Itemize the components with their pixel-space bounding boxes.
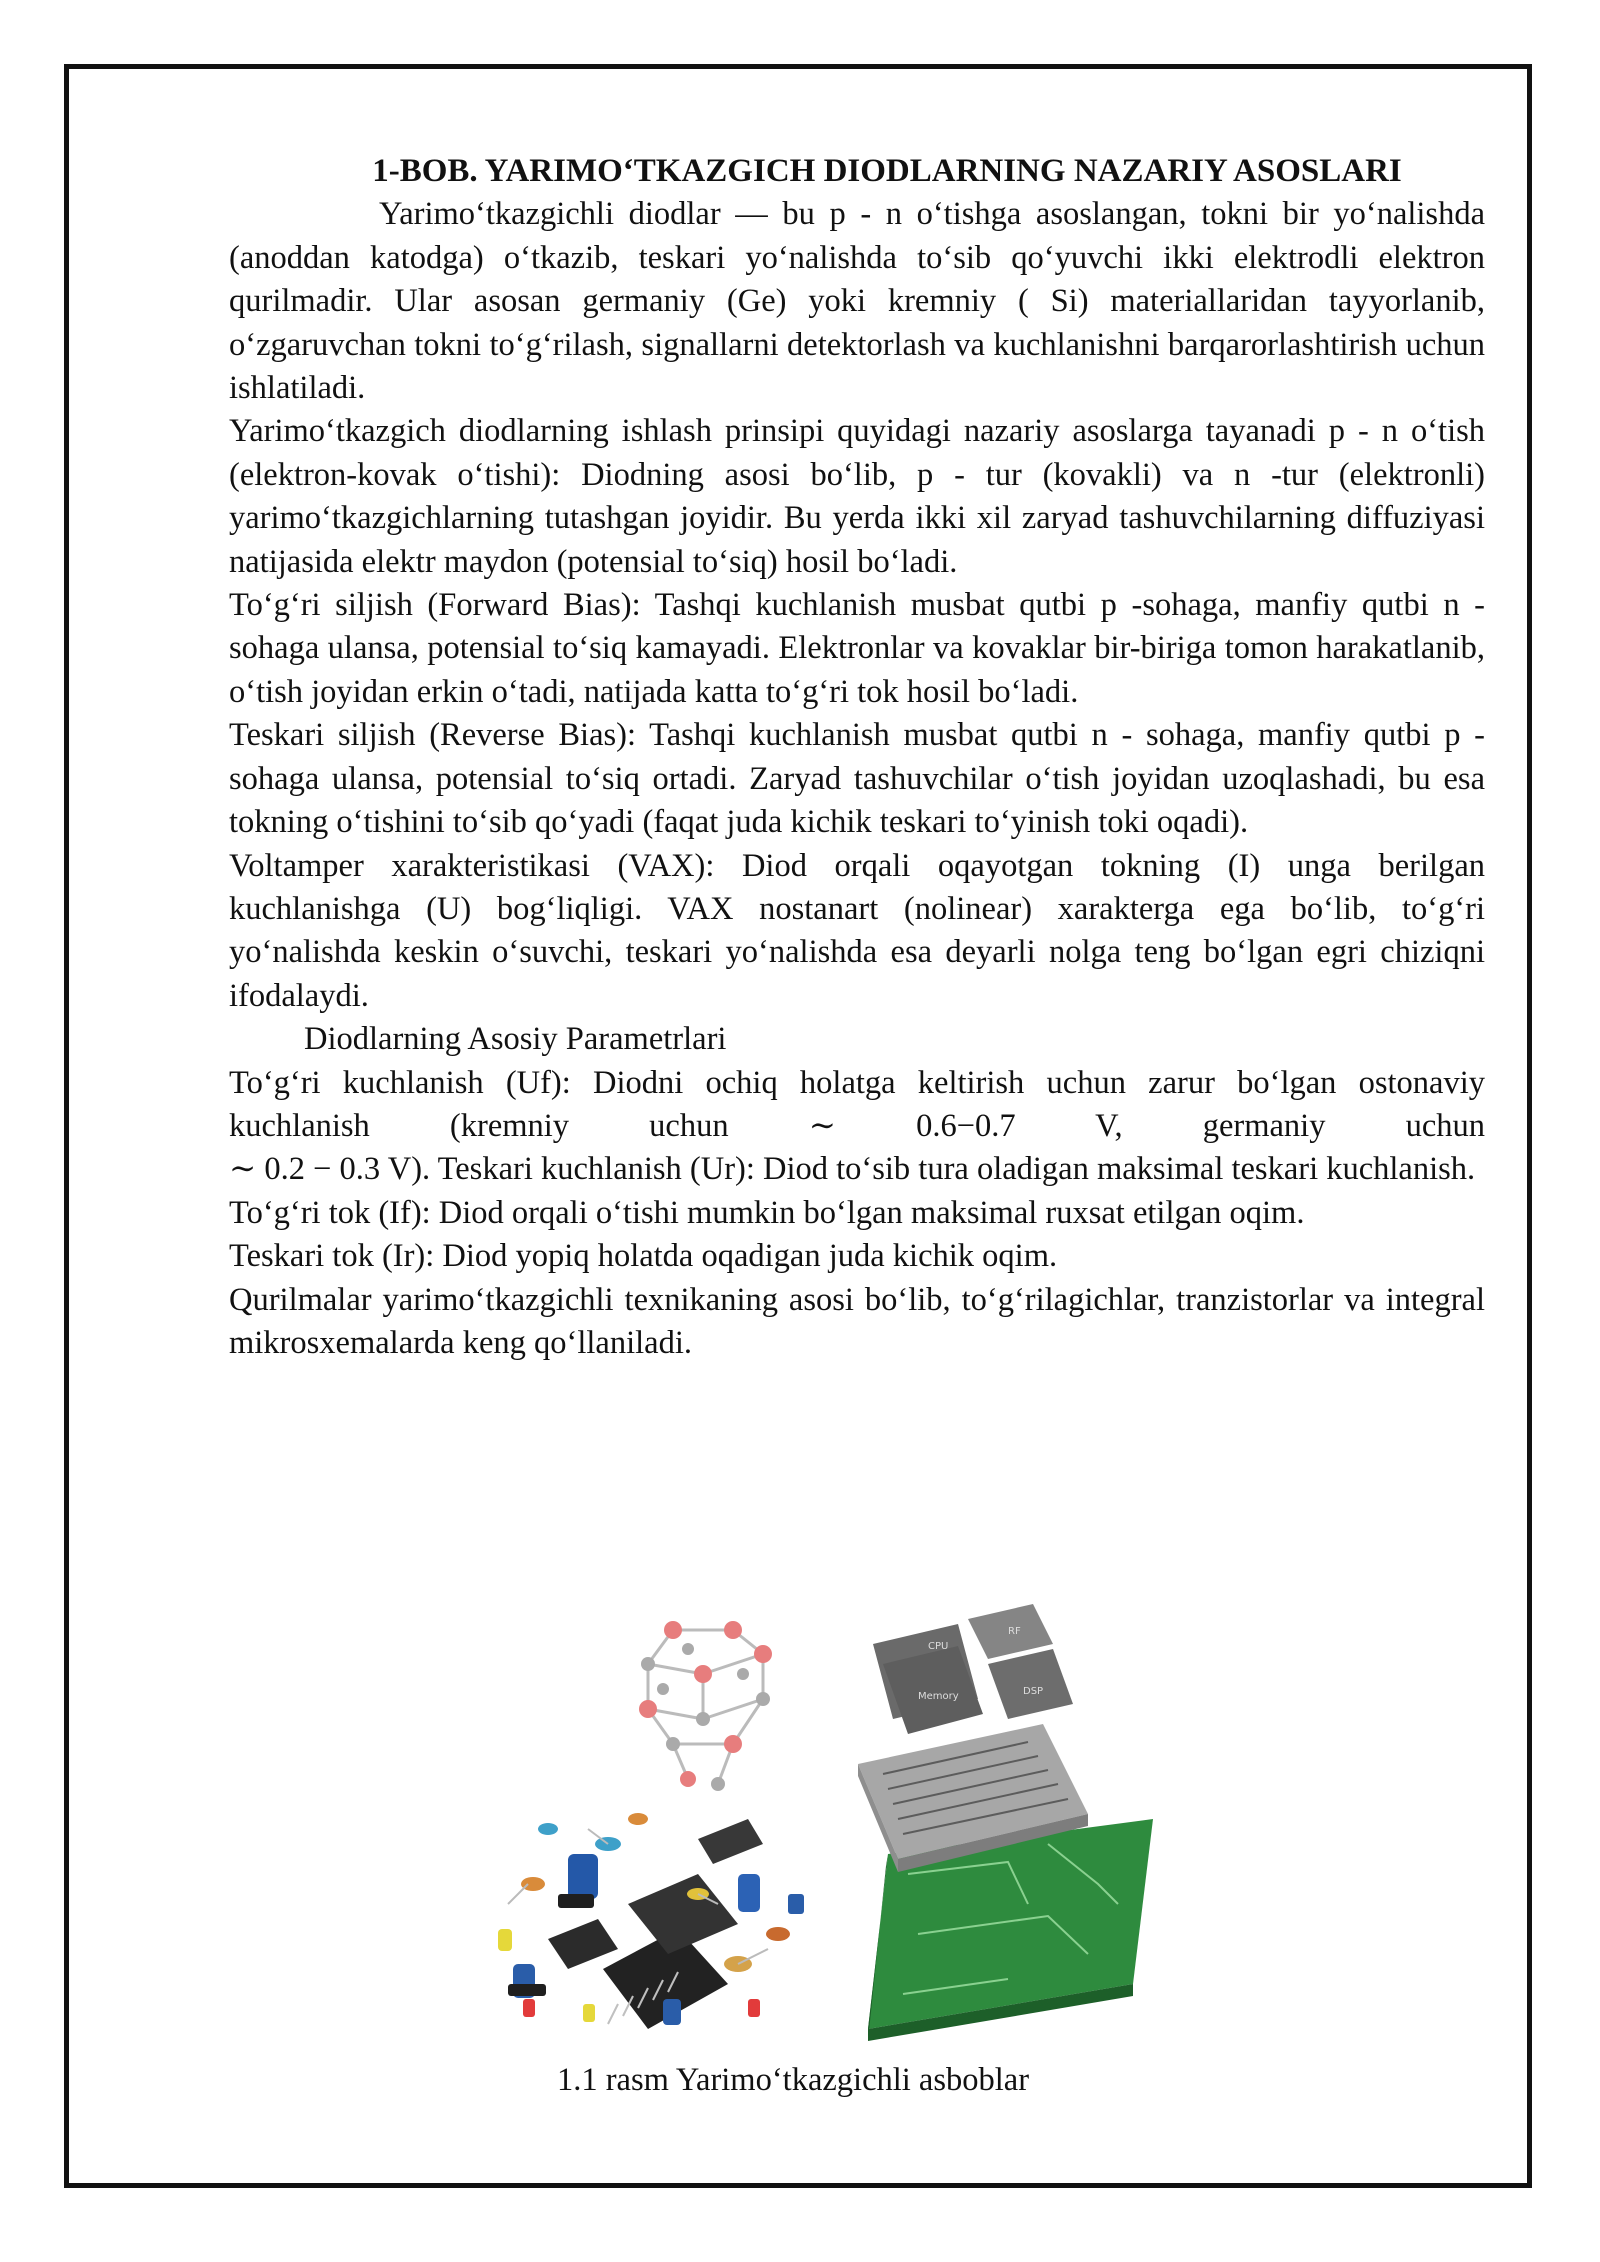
chip-label-rf: RF: [1008, 1626, 1021, 1637]
paragraph-vax: Voltamper xarakteristikasi (VAX): Diod orqali oqayotgan tokning (I) unga berilgan kuchlanishga (U) bog‘liqligi. VAX nostanart (nolinear) xarakterga ega bo‘lib, to‘g‘ri yo‘nalishda keskin o‘suvchi, teskari yo‘nalishda esa deyarli nolga teng bo‘lgan egri chiziqni ifodalaydi.: [229, 847, 1485, 1014]
paragraph-intro: Yarimo‘tkazgichli diodlar — bu p - n o‘tishga asoslangan, tokni bir yo‘nalishda (anoddan katodga) o‘tkazib, teskari yo‘nalishda to‘sib qo‘yuvchi ikki elektrodli elektron qurilmadir. Ular asosan germaniy (Ge) yoki kremniy ( Si) materiallaridan tayyorlanib, o‘zgaruvchan tokni to‘g‘rilash, signallarni detektorlash va kuchlanishni barqarorlashtirish uchun ishlatiladi.: [229, 196, 1485, 407]
figure-caption: 1.1 rasm Yarimo‘tkazgichli asboblar: [556, 2062, 1030, 2098]
paragraph-reverse-bias: Teskari siljish (Reverse Bias): Tashqi kuchlanish musbat qutbi n - sohaga, manfiy qutbi p -sohaga ulansa, potensial to‘siq ortadi. Zaryad tashuvchilar o‘tish joyidan uzoqlashadi, bu esa tokning o‘tishini to‘sib qo‘yadi (faqat juda kichik teskari to‘yinish toki oqadi).: [229, 717, 1485, 841]
chip-label-cpu: CPU: [928, 1641, 949, 1652]
paragraph-forward-voltage: To‘g‘ri kuchlanish (Uf): Diodni ochiq holatga keltirish uchun zarur bo‘lgan ostonaviy kuchlanish (kremniy uchun ∼ 0.6−0.7 V, germaniy uchun: [229, 1064, 1485, 1144]
paragraph-applications: Qurilmalar yarimo‘tkazgichli texnikaning asosi bo‘lib, to‘g‘rilagichlar, tranzistorlar va integral mikrosxemalarda keng qo‘llaniladi.: [229, 1281, 1485, 1361]
section-subheading: Diodlarning Asosiy Parametrlari: [304, 1021, 727, 1058]
document-body: [229, 150, 1485, 1365]
chip-label-memory: Memory: [918, 1691, 959, 1702]
paragraph-reverse-current: Teskari tok (Ir): Diod yopiq holatda oqadigan juda kichik oqim.: [229, 1238, 1058, 1275]
paragraph-reverse-voltage: ∼ 0.2 − 0.3 V). Teskari kuchlanish (Ur): Diod to‘sib tura oladigan maksimal teskari kuchlanish.: [229, 1151, 1476, 1188]
paragraph-principle: Yarimo‘tkazgich diodlarning ishlash prinsipi quyidagi nazariy asoslarga tayanadi p - n o‘tish (elektron-kovak o‘tishi): Diodning asosi bo‘lib, p - tur (kovakli) va n -tur (elektronli) yarimo‘tkazgichlarning tutashgan joyidir. Bu yerda ikki xil zaryad tashuvchilarning diffuziyasi natijasida elektr maydon (potensial to‘siq) hosil bo‘ladi.: [229, 413, 1485, 580]
chip-package-illustration: [858, 1604, 1153, 2041]
paragraph-forward-bias: To‘g‘ri siljish (Forward Bias): Tashqi kuchlanish musbat qutbi p -sohaga, manfiy qutbi n -sohaga ulansa, potensial to‘siq kamayadi. Elektronlar va kovaklar bir-biriga tomon harakatlanib, o‘tish joyidan erkin o‘tadi, natijada katta to‘g‘ri tok hosil bo‘ladi.: [229, 587, 1485, 710]
semiconductor-devices-figure: [488, 1604, 1160, 2052]
chip-label-dsp: DSP: [1023, 1686, 1044, 1697]
electronic-components-illustration: [498, 1813, 804, 2029]
crystal-lattice-illustration: [639, 1621, 772, 1791]
paragraph-forward-current: To‘g‘ri tok (If): Diod orqali o‘tishi mumkin bo‘lgan maksimal ruxsat etilgan oqim.: [229, 1194, 1305, 1231]
chapter-title: 1-BOB. YARIMO‘TKAZGICH DIODLARNING NAZARIY ASOSLARI: [372, 153, 1402, 189]
